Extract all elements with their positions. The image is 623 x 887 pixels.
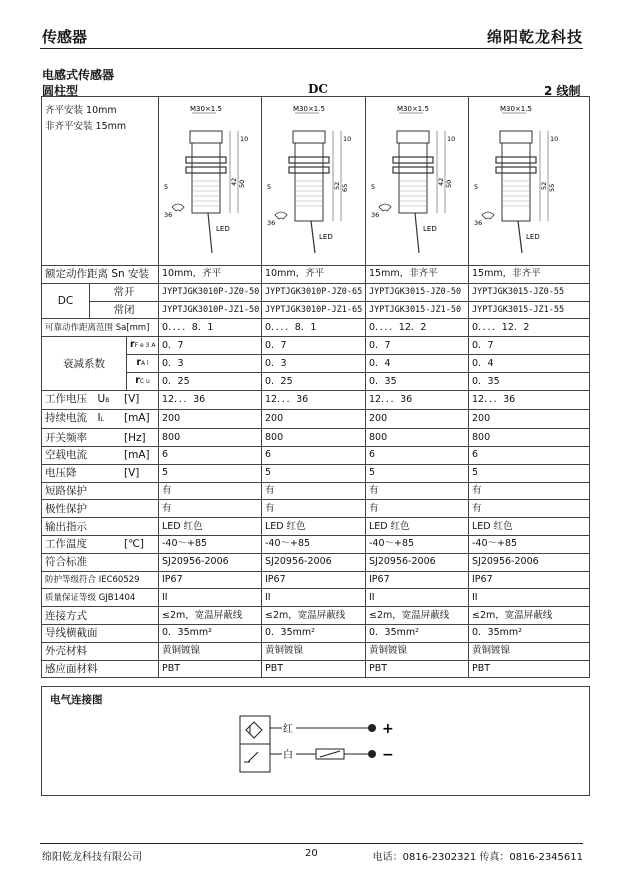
- spec-label: [42, 535, 159, 553]
- model-cell: JYPTJGK3010P-JZ0-50: [159, 283, 262, 301]
- category-type: 电感式传感器: [42, 68, 115, 82]
- atten-symbol-fe: [127, 337, 159, 355]
- wrench-icon: [379, 204, 391, 211]
- spec-value: 黄铜镀镍: [159, 642, 262, 660]
- spec-label-text: 导线横截面: [45, 627, 98, 640]
- spec-value: SJ20956-2006: [159, 553, 262, 571]
- spec-label: [42, 500, 159, 518]
- spec-label-text: 符合标准: [45, 556, 87, 569]
- spec-value: II: [159, 589, 262, 607]
- label-plus: +: [382, 721, 394, 737]
- spec-value: LED 红色: [159, 518, 262, 536]
- row-no-models: [42, 283, 590, 301]
- spec-value: 6: [159, 446, 262, 464]
- sensor-head: [190, 131, 222, 143]
- spec-label: [42, 624, 159, 642]
- wiring-diagram: [230, 712, 430, 776]
- led-label: LED: [423, 225, 437, 233]
- mounting-cell: [42, 97, 159, 266]
- dim-body-value: 52: [333, 181, 341, 190]
- spec-value: PBT: [262, 660, 366, 678]
- drawing-row: [42, 97, 590, 266]
- spec-row: [42, 607, 590, 625]
- spec-label-subscript: L: [100, 416, 104, 424]
- spec-unit: [V]: [124, 393, 140, 406]
- spec-value: 800: [469, 429, 590, 447]
- sensor-drawing-4: [472, 97, 587, 257]
- category-shape: 圆柱型: [42, 84, 79, 98]
- spec-value: 有: [366, 482, 469, 500]
- cable: [518, 221, 522, 253]
- spec-value: 6: [469, 446, 590, 464]
- led-label: LED: [319, 233, 333, 241]
- spec-row: [42, 429, 590, 447]
- spec-value: 有: [366, 500, 469, 518]
- cell: 15mm，非齐平: [469, 266, 590, 284]
- mount-nonflush: 非齐平安装 15mm: [45, 121, 127, 132]
- spec-value: ≤2m，宽温屏蔽线: [159, 607, 262, 625]
- label-rated-distance: 额定动作距离 Sn 安装: [42, 266, 159, 284]
- r-subscript: A l: [141, 360, 149, 368]
- cell: 0．4: [469, 355, 590, 373]
- spec-value: 黄铜镀镍: [262, 642, 366, 660]
- wiring-title: 电气连接图: [50, 694, 103, 706]
- dim-head-value: 10: [240, 135, 249, 143]
- spec-value: 有: [159, 500, 262, 518]
- spec-label: [42, 642, 159, 660]
- spec-value: 5: [366, 464, 469, 482]
- r-subscript: C u: [139, 378, 150, 386]
- page-number: 20: [305, 848, 318, 859]
- spec-value: -40～+85: [366, 535, 469, 553]
- spec-label: [42, 482, 159, 500]
- model-cell: JYPTJGK3015-JZ1-55: [469, 301, 590, 319]
- model-cell: JYPTJGK3010P-JZ1-65: [262, 301, 366, 319]
- cell: 10mm，齐平: [262, 266, 366, 284]
- dim-total-value: 55: [548, 183, 556, 192]
- spec-value: 5: [262, 464, 366, 482]
- spec-unit: [℃]: [124, 538, 144, 551]
- switch-symbol: [248, 752, 258, 762]
- sensor-drawing-1: [162, 97, 259, 257]
- sensor-diamond-icon: [246, 722, 262, 738]
- sensor-body: [399, 143, 427, 213]
- spec-value: SJ20956-2006: [262, 553, 366, 571]
- cell: 0．．．．12．2: [469, 319, 590, 337]
- spec-value: 800: [366, 429, 469, 447]
- spec-rows: [42, 391, 590, 678]
- spec-value: -40～+85: [262, 535, 366, 553]
- dim-side-value: 5: [371, 183, 376, 191]
- spec-value: 200: [262, 410, 366, 429]
- spec-label-text: 电压降: [45, 467, 77, 480]
- label-white: 白: [283, 750, 293, 761]
- spec-value: 5: [159, 464, 262, 482]
- model-cell: JYPTJGK3010P-JZ1-50: [159, 301, 262, 319]
- spec-value: 0．35mm²: [159, 624, 262, 642]
- spec-label: [42, 410, 159, 429]
- spec-row: [42, 410, 590, 429]
- spec-label-text: 质量保证等级 GJB1404: [45, 592, 136, 603]
- spec-label: [42, 446, 159, 464]
- cell: 0．35: [366, 373, 469, 391]
- spec-label-text: 工作电压 U: [45, 393, 106, 406]
- drawing-cell-3: [366, 97, 469, 266]
- spec-row: [42, 446, 590, 464]
- r-subscript: F e 3 A: [134, 342, 156, 350]
- spec-unit: [Hz]: [124, 431, 146, 444]
- footer-contact: 电话：0816-2302321 传真：0816-2345611: [372, 852, 583, 863]
- spec-table: [41, 96, 590, 678]
- spec-value: 有: [469, 500, 590, 518]
- cell: 0．7: [159, 337, 262, 355]
- spec-label: [42, 571, 159, 589]
- spec-label-text: 持续电流 I: [45, 412, 101, 425]
- header-company: 绵阳乾龙科技: [486, 28, 583, 46]
- spec-row: [42, 553, 590, 571]
- spec-label-text: 空载电流: [45, 449, 87, 462]
- label-normally-closed: 常闭: [90, 301, 159, 319]
- cell: 0．35: [469, 373, 590, 391]
- spec-value: 有: [159, 482, 262, 500]
- spec-label-text: 防护等级符合 IEC60529: [45, 574, 140, 585]
- cell: 0．7: [366, 337, 469, 355]
- dim-wrench-value: 36: [474, 219, 483, 227]
- dim-body-value: 52: [540, 181, 548, 190]
- spec-value: LED 红色: [262, 518, 366, 536]
- spec-value: LED 红色: [366, 518, 469, 536]
- spec-label: [42, 464, 159, 482]
- model-cell: JYPTJGK3010P-JZ0-65: [262, 283, 366, 301]
- label-normally-open: 常开: [90, 283, 159, 301]
- mount-flush: 齐平安装 10mm: [45, 105, 117, 116]
- spec-value: IP67: [469, 571, 590, 589]
- spec-value: II: [366, 589, 469, 607]
- atten-symbol-cu: [127, 373, 159, 391]
- spec-label-subscript: B: [105, 397, 110, 405]
- dim-head-value: 10: [343, 135, 352, 143]
- spec-value: 800: [262, 429, 366, 447]
- spec-value: 5: [469, 464, 590, 482]
- label-minus: −: [382, 747, 394, 763]
- thread-label: M30×1.5: [190, 105, 222, 113]
- r-symbol: r: [135, 375, 140, 387]
- spec-value: II: [469, 589, 590, 607]
- dim-side-value: 5: [267, 183, 272, 191]
- spec-value: PBT: [366, 660, 469, 678]
- header-title: 传感器: [42, 28, 88, 46]
- r-symbol: r: [130, 339, 135, 351]
- spec-row: [42, 391, 590, 410]
- spec-row: [42, 518, 590, 536]
- row-rated-distance: [42, 266, 590, 284]
- spec-label: [42, 589, 159, 607]
- dim-wrench-value: 36: [164, 211, 173, 219]
- spec-value: -40～+85: [469, 535, 590, 553]
- footer-company: 绵阳乾龙科技有限公司: [42, 852, 142, 863]
- label-reliable-range: 可靠动作距离范围 Sa[mm]: [42, 319, 159, 337]
- dim-side-value: 5: [474, 183, 479, 191]
- thread-label: M30×1.5: [293, 105, 325, 113]
- spec-label-text: 连接方式: [45, 609, 87, 622]
- spec-value: IP67: [366, 571, 469, 589]
- label-dc: DC: [42, 283, 90, 319]
- cell: 0．25: [262, 373, 366, 391]
- footer-rule: [40, 843, 583, 844]
- dim-head-value: 10: [447, 135, 456, 143]
- spec-row: [42, 589, 590, 607]
- cell: 0．7: [469, 337, 590, 355]
- cell: 0．25: [159, 373, 262, 391]
- spec-row: [42, 482, 590, 500]
- spec-value: 黄铜镀镍: [469, 642, 590, 660]
- sensor-head: [397, 131, 429, 143]
- thread-label: M30×1.5: [397, 105, 429, 113]
- cell: 10mm，齐平: [159, 266, 262, 284]
- spec-value: 200: [159, 410, 262, 429]
- spec-value: 12．．．36: [366, 391, 469, 410]
- model-cell: JYPTJGK3015-JZ0-50: [366, 283, 469, 301]
- spec-value: IP67: [262, 571, 366, 589]
- spec-value: 12．．．36: [159, 391, 262, 410]
- cell: 0．．．．12．2: [366, 319, 469, 337]
- current-type: DC: [308, 82, 328, 96]
- cable: [311, 221, 315, 253]
- sensor-head: [500, 131, 532, 143]
- spec-label: [42, 518, 159, 536]
- spec-value: 800: [159, 429, 262, 447]
- cell: 0．3: [262, 355, 366, 373]
- spec-row: [42, 660, 590, 678]
- model-cell: JYPTJGK3015-JZ1-50: [366, 301, 469, 319]
- drawing-cell-1: [159, 97, 262, 266]
- spec-label-text: 外壳材料: [45, 645, 87, 658]
- sensor-head: [293, 131, 325, 143]
- dim-total-value: 65: [341, 183, 349, 192]
- dim-head-value: 10: [550, 135, 559, 143]
- terminal-plus: [368, 724, 376, 732]
- spec-label: [42, 553, 159, 571]
- terminal-minus: [368, 750, 376, 758]
- sensor-body: [192, 143, 220, 213]
- label-attenuation: 衰减系数: [42, 337, 127, 391]
- spec-row: [42, 535, 590, 553]
- dim-total-value: 50: [238, 179, 246, 188]
- row-atten-fe: [42, 337, 590, 355]
- spec-label: [42, 660, 159, 678]
- spec-value: PBT: [469, 660, 590, 678]
- spec-label: [42, 391, 159, 410]
- dim-side-value: 5: [164, 183, 169, 191]
- spec-value: LED 红色: [469, 518, 590, 536]
- spec-value: ≤2m，宽温屏蔽线: [469, 607, 590, 625]
- spec-label-text: 输出指示: [45, 520, 87, 533]
- thread-label: M30×1.5: [500, 105, 532, 113]
- spec-value: 黄铜镀镍: [366, 642, 469, 660]
- dim-wrench-value: 36: [371, 211, 380, 219]
- spec-value: 12．．．36: [469, 391, 590, 410]
- spec-unit: [mA]: [124, 412, 150, 425]
- spec-label: [42, 429, 159, 447]
- wrench-icon: [275, 212, 287, 219]
- cable: [415, 213, 419, 253]
- spec-row: [42, 500, 590, 518]
- sensor-drawing-2: [265, 97, 363, 257]
- spec-value: 200: [469, 410, 590, 429]
- spec-value: ≤2m，宽温屏蔽线: [366, 607, 469, 625]
- spec-value: 12．．．36: [262, 391, 366, 410]
- spec-label-text: 感应面材料: [45, 662, 98, 675]
- sensor-drawing-3: [369, 97, 466, 257]
- spec-label-text: 短路保护: [45, 484, 87, 497]
- wiring-type: 2 线制: [544, 84, 581, 98]
- spec-row: [42, 642, 590, 660]
- wrench-icon: [172, 204, 184, 211]
- sensor-body: [295, 143, 323, 221]
- led-label: LED: [526, 233, 540, 241]
- spec-unit: [mA]: [124, 449, 150, 462]
- spec-value: 有: [262, 500, 366, 518]
- spec-row: [42, 464, 590, 482]
- spec-value: 200: [366, 410, 469, 429]
- sensor-body: [502, 143, 530, 221]
- cable: [208, 213, 212, 253]
- spec-value: SJ20956-2006: [366, 553, 469, 571]
- spec-value: SJ20956-2006: [469, 553, 590, 571]
- spec-value: PBT: [159, 660, 262, 678]
- dim-wrench-value: 36: [267, 219, 276, 227]
- dim-body-value: 42: [437, 177, 445, 186]
- spec-value: 有: [262, 482, 366, 500]
- spec-value: 6: [366, 446, 469, 464]
- model-cell: JYPTJGK3015-JZ0-55: [469, 283, 590, 301]
- drawing-cell-4: [469, 97, 590, 266]
- spec-label: [42, 607, 159, 625]
- spec-unit: [V]: [124, 467, 140, 480]
- load-mark: [320, 751, 340, 757]
- label-red: 红: [283, 724, 293, 735]
- led-label: LED: [216, 225, 230, 233]
- row-nc-models: [42, 301, 590, 319]
- r-symbol: r: [136, 357, 141, 369]
- cell: 0．4: [366, 355, 469, 373]
- dim-body-value: 42: [230, 177, 238, 186]
- spec-value: ≤2m，宽温屏蔽线: [262, 607, 366, 625]
- wrench-icon: [482, 212, 494, 219]
- cell: 0．．．．8．1: [159, 319, 262, 337]
- spec-row: [42, 624, 590, 642]
- spec-label-text: 开关频率: [45, 431, 87, 444]
- spec-value: 0．35mm²: [262, 624, 366, 642]
- spec-value: 0．35mm²: [469, 624, 590, 642]
- spec-label-text: 极性保护: [45, 502, 87, 515]
- spec-value: II: [262, 589, 366, 607]
- spec-row: [42, 571, 590, 589]
- atten-symbol-al: [127, 355, 159, 373]
- dim-total-value: 50: [445, 179, 453, 188]
- spec-value: -40～+85: [159, 535, 262, 553]
- spec-value: IP67: [159, 571, 262, 589]
- cell: 0．．．．8．1: [262, 319, 366, 337]
- spec-value: 0．35mm²: [366, 624, 469, 642]
- spec-value: 6: [262, 446, 366, 464]
- cell: 15mm，非齐平: [366, 266, 469, 284]
- cell: 0．3: [159, 355, 262, 373]
- row-reliable-range: [42, 319, 590, 337]
- header-rule: [40, 48, 583, 49]
- spec-label-text: 工作温度: [45, 538, 87, 551]
- spec-value: 有: [469, 482, 590, 500]
- drawing-cell-2: [262, 97, 366, 266]
- cell: 0．7: [262, 337, 366, 355]
